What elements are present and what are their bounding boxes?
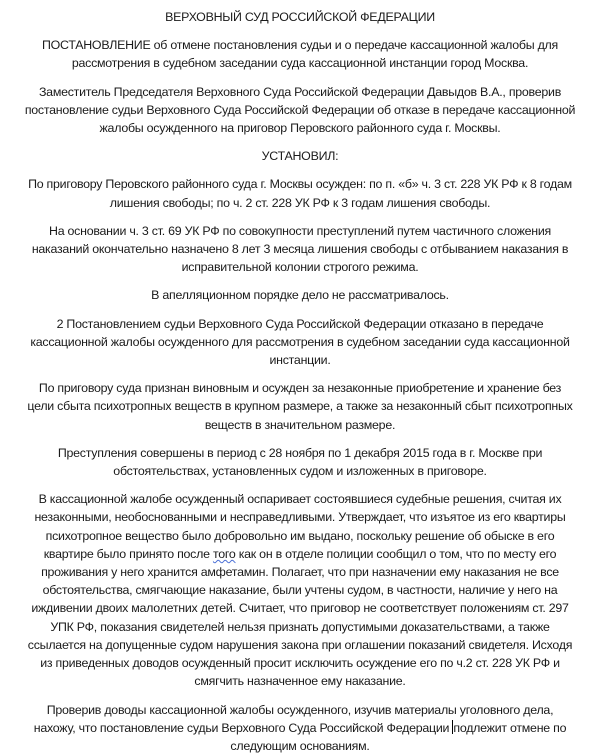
- paragraph: [0, 147, 600, 165]
- text-line: По приговору Перовского районного суда г. Москвы осужден: по п. «б» ч. 3 ст. 228 УК РФ к 8 годам: [0, 175, 600, 193]
- text-line: [0, 719, 600, 737]
- document-title: [0, 8, 600, 26]
- text-line: Проверив доводы кассационной жалобы осужденного, изучив материалы уголовного дела,: [0, 701, 600, 719]
- text-line: В апелляционном порядке дело не рассматривалось.: [0, 286, 600, 304]
- document-body: [0, 36, 600, 480]
- text-line: УСТАНОВИЛ:: [0, 147, 600, 165]
- text-segment: квартире было принято после: [44, 547, 213, 561]
- text-line: инстанции.: [0, 351, 600, 369]
- text-segment: как он в отделе полиции сообщил о том, что по месту его: [236, 547, 557, 561]
- text-line: исправительной колонии строгого режима.: [0, 258, 600, 276]
- paragraph: [0, 315, 600, 370]
- text-line: проживания у него хранится амфетамин. Полагает, что при назначении ему наказания не все: [0, 563, 600, 581]
- text-line: ссылается на допущенные судом нарушения закона при оглашении показаний свидетеля. Исходя: [0, 636, 600, 654]
- text-line: обстоятельствах, установленных судом и изложенных в приговоре.: [0, 462, 600, 480]
- text-line: из приведенных доводов осужденный просит исключить осуждение его по ч.2 ст. 228 УК РФ и: [0, 654, 600, 672]
- text-line: [0, 545, 600, 563]
- text-line: веществ в значительном размере.: [0, 416, 600, 434]
- spellcheck-flagged-word[interactable]: того: [213, 547, 236, 561]
- text-line: жалобы осужденного на приговор Перовского районного суда г. Москвы.: [0, 119, 600, 137]
- conclusion-paragraph: [0, 701, 600, 755]
- paragraph: [0, 286, 600, 304]
- paragraph: [0, 444, 600, 480]
- text-line: постановление судьи Верховного Суда Российской Федерации об отказе в передаче кассационной: [0, 101, 600, 119]
- text-line: 2 Постановлением судьи Верховного Суда Российской Федерации отказано в передаче: [0, 315, 600, 333]
- text-line: УПК РФ, показания свидетелей нельзя признать допустимыми доказательствами, а также: [0, 618, 600, 636]
- paragraph: [0, 83, 600, 138]
- text-line: Заместитель Председателя Верховного Суда Российской Федерации Давыдов В.А., проверив: [0, 83, 600, 101]
- text-line: В кассационной жалобе осужденный оспаривает состоявшиеся судебные решения, считая их: [0, 490, 600, 508]
- text-line: обстоятельства, смягчающие наказание, были учтены судом, в частности, наличие у него на: [0, 581, 600, 599]
- text-line: лишения свободы; по ч. 2 ст. 228 УК РФ к 3 годам лишения свободы.: [0, 194, 600, 212]
- text-line: незаконными, необоснованными и несправедливыми. Утверждает, что изъятое из его квартиры: [0, 508, 600, 526]
- title-line: ВЕРХОВНЫЙ СУД РОССИЙСКОЙ ФЕДЕРАЦИИ: [0, 8, 600, 26]
- text-line: смягчить назначенное ему наказание.: [0, 672, 600, 690]
- paragraph: [0, 175, 600, 211]
- text-segment: подлежит отмене по: [453, 721, 566, 735]
- text-line: иждивении двоих малолетних детей. Считает, что приговор не соответствует положениям ст. 297: [0, 599, 600, 617]
- paragraph: [0, 36, 600, 72]
- text-line: следующим основаниям.: [0, 737, 600, 755]
- text-line: цели сбыта психотропных веществ в крупном размере, а также за незаконный сбыт психотропных: [0, 397, 600, 415]
- text-line: психотропное вещество было добровольно им выдано, поскольку решение об обыске в его: [0, 527, 600, 545]
- text-line: наказаний окончательно назначено 8 лет 3 месяца лишения свободы с отбыванием наказания в: [0, 240, 600, 258]
- text-line: ПОСТАНОВЛЕНИЕ об отмене постановления судьи и о передаче кассационной жалобы для: [0, 36, 600, 54]
- paragraph: [0, 222, 600, 277]
- text-line: По приговору суда признан виновным и осужден за незаконные приобретение и хранение без: [0, 379, 600, 397]
- text-segment: нахожу, что постановление судьи Верховного Суда Российской Федерации: [34, 721, 453, 735]
- text-line: Преступления совершены в период с 28 ноября по 1 декабря 2015 года в г. Москве при: [0, 444, 600, 462]
- text-line: На основании ч. 3 ст. 69 УК РФ по совокупности преступлений путем частичного сложения: [0, 222, 600, 240]
- complaint-paragraph: [0, 490, 600, 690]
- text-line: кассационной жалобы осужденного для рассмотрения в судебном заседании суда кассационной: [0, 333, 600, 351]
- text-line: рассмотрения в судебном заседании суда кассационной инстанции город Москва.: [0, 54, 600, 72]
- paragraph: [0, 379, 600, 434]
